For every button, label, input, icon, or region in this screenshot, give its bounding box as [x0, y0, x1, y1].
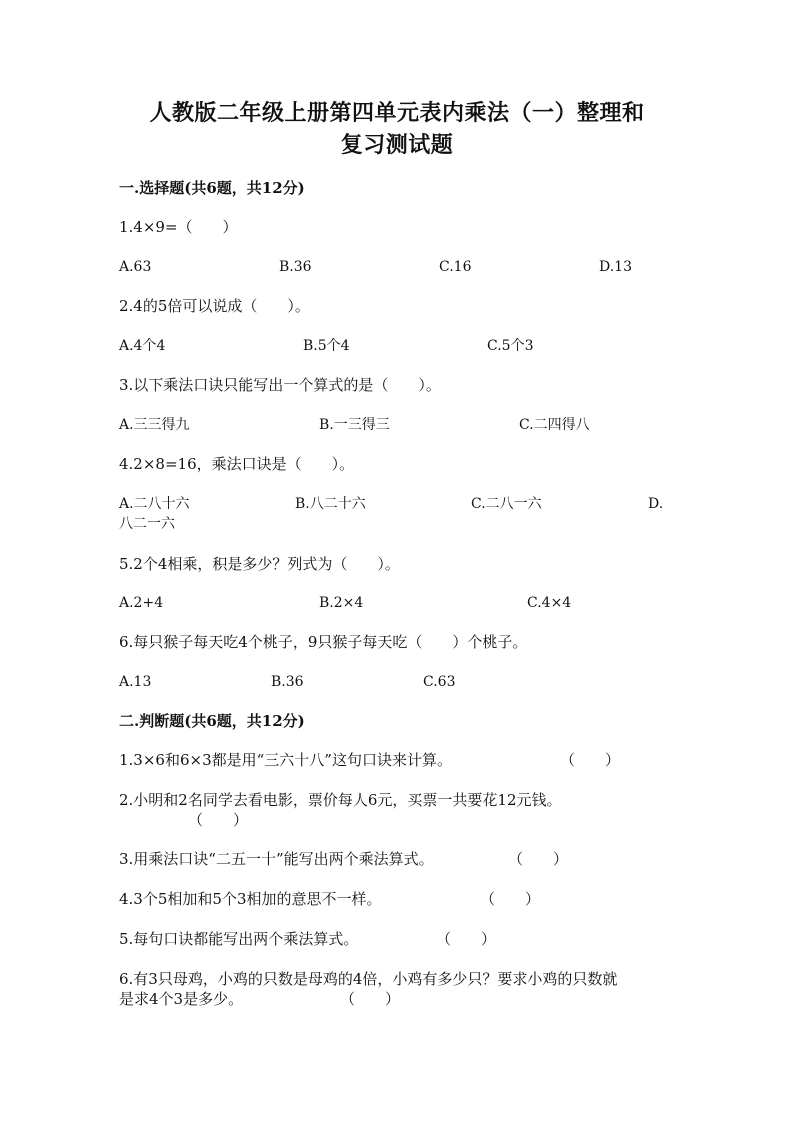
- option: A.二八十六: [119, 496, 190, 512]
- option: A.2+4: [119, 595, 164, 611]
- option: C.16: [439, 259, 472, 275]
- option: B.2×4: [319, 595, 364, 611]
- section-heading-judgement: 二.判断题(共6题，共12分): [119, 712, 305, 730]
- document-title-line2: 复习测试题: [340, 132, 454, 158]
- option: B.一三得三: [319, 417, 390, 433]
- question-text: 6.每只猴子每天吃4个桃子，9只猴子每天吃（ ）个桃子。: [119, 633, 528, 651]
- judgement-text-continued: 是求4个3是多少。: [119, 990, 244, 1008]
- answer-parentheses: （ ）: [188, 811, 249, 829]
- judgement-text: 4.3个5相加和5个3相加的意思不一样。: [119, 890, 382, 908]
- option: B.36: [279, 259, 312, 275]
- option: C.二八一六: [471, 496, 542, 512]
- answer-parentheses: （ ）: [560, 751, 621, 769]
- answer-parentheses: （ ）: [340, 990, 401, 1008]
- answer-parentheses: （ ）: [508, 850, 569, 868]
- option: A.4个4: [119, 338, 166, 354]
- answer-parentheses: （ ）: [436, 930, 497, 948]
- question-text: 3.以下乘法口诀只能写出一个算式的是（ ）。: [119, 376, 441, 394]
- judgement-text: 1.3×6和6×3都是用“三六十八”这句口诀来计算。: [119, 751, 452, 769]
- option: A.13: [119, 674, 152, 690]
- judgement-text: 3.用乘法口诀“二五一十”能写出两个乘法算式。: [119, 850, 434, 868]
- option: D.13: [599, 259, 632, 275]
- option: C.5个3: [487, 338, 534, 354]
- question-text: 1.4×9=（ ）: [119, 218, 238, 236]
- question-text: 4.2×8=16，乘法口诀是（ ）。: [119, 455, 355, 473]
- option: B.36: [271, 674, 304, 690]
- answer-parentheses: （ ）: [480, 890, 541, 908]
- question-text: 2.4的5倍可以说成（ ）。: [119, 297, 310, 315]
- document-title-line1: 人教版二年级上册第四单元表内乘法（一）整理和: [149, 100, 645, 126]
- judgement-text: 6.有3只母鸡，小鸡的只数是母鸡的4倍，小鸡有多少只？要求小鸡的只数就: [119, 970, 618, 988]
- option: C.63: [423, 674, 456, 690]
- option: C.二四得八: [519, 417, 590, 433]
- option: B.八二十六: [295, 496, 366, 512]
- option: B.5个4: [303, 338, 350, 354]
- option-continued: 八二一六: [119, 516, 175, 532]
- option: A.三三得九: [119, 417, 190, 433]
- option: A.63: [119, 259, 152, 275]
- judgement-text: 5.每句口诀都能写出两个乘法算式。: [119, 930, 359, 948]
- section-heading-choice: 一.选择题(共6题，共12分): [119, 179, 305, 197]
- judgement-text: 2.小明和2名同学去看电影，票价每人6元，买票一共要花12元钱。: [119, 791, 562, 809]
- option: D.: [648, 496, 664, 512]
- question-text: 5.2个4相乘，积是多少？列式为（ ）。: [119, 555, 400, 573]
- option: C.4×4: [527, 595, 572, 611]
